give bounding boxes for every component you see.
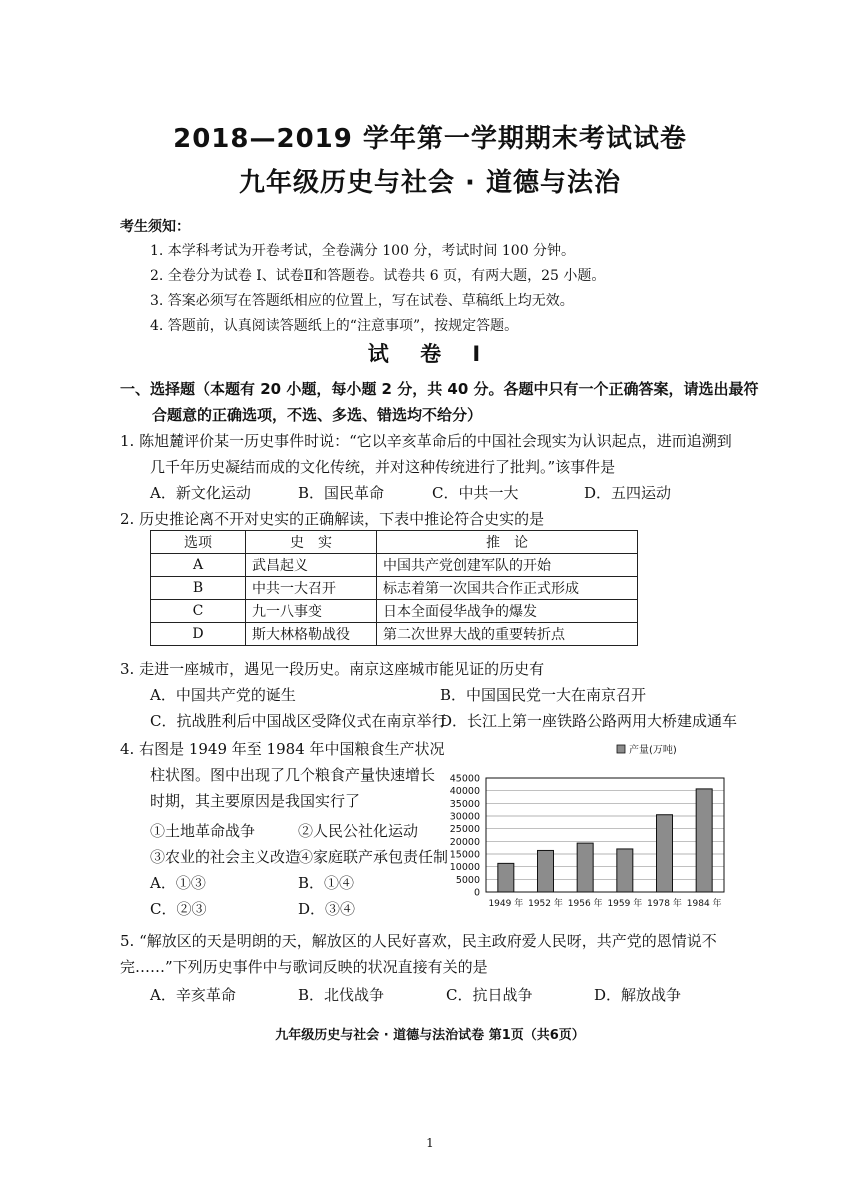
table-header-cell: 史 实 [246, 531, 377, 554]
table-cell: A [151, 554, 246, 577]
plot-frame [486, 778, 724, 892]
bar [657, 815, 673, 892]
q1-option-d: D．五四运动 [584, 484, 672, 502]
q1-stem-line2: 几千年历史凝结而成的文化传统，并对这种传统进行了批判。”该事件是 [150, 458, 616, 476]
section-heading-line2: 合题意的正确选项，不选、多选、错选均不给分） [152, 406, 483, 424]
q3-stem: 3. 走进一座城市，遇见一段历史。南京这座城市能见证的历史有 [120, 660, 545, 678]
notice-item-4: 4. 答题前，认真阅读答题纸上的“注意事项”，按规定答题。 [150, 318, 519, 334]
y-tick-label: 5000 [455, 874, 480, 886]
q4-stem-line1: 4. 右图是 1949 年至 1984 年中国粮食生产状况 [120, 740, 445, 758]
notice-item-1: 1. 本学科考试为开卷考试，全卷满分 100 分，考试时间 100 分钟。 [150, 243, 576, 259]
exam-subtitle: 九年级历史与社会 · 道德与法治 [239, 168, 621, 198]
y-tick-label: 0 [473, 887, 480, 899]
q4-stem-line2: 柱状图。图中出现了几个粮食产量快速增长 [150, 766, 436, 784]
y-tick-label: 25000 [449, 824, 480, 836]
q3-option-c: C．抗战胜利后中国战区受降仪式在南京举行 [150, 712, 447, 730]
q5-option-d: D．解放战争 [594, 986, 682, 1004]
table-cell: 斯大林格勒战役 [246, 623, 377, 646]
table-cell: 中国共产党创建军队的开始 [377, 554, 638, 577]
x-tick-label: 1984 年 [686, 899, 722, 909]
table-cell: D [151, 623, 246, 646]
q4-item-2: ②人民公社化运动 [298, 822, 419, 840]
notice-heading: 考生须知： [120, 219, 190, 235]
y-tick-label: 45000 [449, 773, 480, 785]
page-footer: 九年级历史与社会 · 道德与法治试卷 第1页（共6页） [275, 1028, 585, 1043]
bar [498, 863, 514, 892]
q5-option-b: B．北伐战争 [298, 986, 385, 1004]
q4-item-4: ④家庭联产承包责任制 [298, 848, 449, 866]
table-cell: 中共一大召开 [246, 577, 377, 600]
table-row [151, 577, 638, 600]
q5-stem-line2: 完……”下列历史事件中与歌词反映的状况直接有关的是 [120, 958, 488, 976]
notice-item-2: 2. 全卷分为试卷 Ⅰ、试卷Ⅱ和答题卷。试卷共 6 页，有两大题，25 小题。 [150, 268, 606, 284]
q4-item-1: ①土地革命战争 [150, 822, 256, 840]
q4-option-c: C．②③ [150, 900, 207, 918]
section-heading-line1: 一、选择题（本题有 20 小题，每小题 2 分，共 40 分。各题中只有一个正确答案，请选出最符 [120, 380, 759, 398]
y-tick-label: 15000 [449, 849, 480, 861]
table-header-row [151, 531, 638, 554]
table-header-cell: 选项 [151, 531, 246, 554]
q3-option-d: D．长江上第一座铁路公路两用大桥建成通车 [440, 712, 738, 730]
y-tick-label: 35000 [449, 798, 480, 810]
bar [696, 789, 712, 892]
y-tick-label: 30000 [449, 811, 480, 823]
q5-stem-line1: 5. “解放区的天是明朗的天，解放区的人民好喜欢，民主政府爱人民呀，共产党的恩情说不 [120, 932, 717, 950]
table-cell: 武昌起义 [246, 554, 377, 577]
q4-item-3: ③农业的社会主义改造 [150, 848, 301, 866]
grain-production-chart [432, 740, 732, 920]
q5-option-c: C．抗日战争 [446, 986, 533, 1004]
table-cell: 日本全面侵华战争的爆发 [377, 600, 638, 623]
x-tick-label: 1952 年 [528, 899, 563, 909]
x-tick-label: 1959 年 [607, 899, 643, 909]
chart-svg [432, 740, 732, 920]
exam-title: 2018—2019 学年第一学期期末考试试卷 [173, 124, 687, 154]
table-row [151, 600, 638, 623]
notice-item-3: 3. 答案必须写在答题纸相应的位置上，写在试卷、草稿纸上均无效。 [150, 293, 574, 309]
x-tick-label: 1949 年 [488, 899, 524, 909]
table-cell: B [151, 577, 246, 600]
bar [577, 843, 593, 892]
q4-option-d: D．③④ [298, 900, 356, 918]
table-row [151, 623, 638, 646]
table-cell: 九一八事变 [246, 600, 377, 623]
bar [617, 849, 633, 892]
table-header-cell: 推 论 [377, 531, 638, 554]
table-cell: 标志着第一次国共合作正式形成 [377, 577, 638, 600]
q1-option-b: B．国民革命 [298, 484, 385, 502]
table-row [151, 554, 638, 577]
q4-stem-line3: 时期，其主要原因是我国实行了 [150, 792, 361, 810]
page-number: 1 [426, 1136, 434, 1150]
y-tick-label: 40000 [449, 786, 480, 798]
bar [538, 850, 554, 892]
x-tick-label: 1978 年 [647, 899, 682, 909]
q1-stem-line1: 1. 陈旭麓评价某一历史事件时说：“它以辛亥革命后的中国社会现实为认识起点，进而追溯到 [120, 432, 732, 450]
q4-option-a: A．①③ [150, 874, 206, 892]
table-cell: C [151, 600, 246, 623]
legend-swatch [617, 745, 625, 753]
x-tick-label: 1956 年 [567, 899, 603, 909]
q4-option-b: B．①④ [298, 874, 355, 892]
q2-table [150, 530, 638, 646]
y-tick-label: 10000 [449, 862, 480, 874]
q1-option-c: C．中共一大 [432, 484, 519, 502]
table-cell: 第二次世界大战的重要转折点 [377, 623, 638, 646]
q5-option-a: A．辛亥革命 [150, 986, 236, 1004]
q1-option-a: A．新文化运动 [150, 484, 251, 502]
section-title: 试 卷 Ⅰ [367, 342, 493, 366]
q3-option-a: A．中国共产党的诞生 [150, 686, 296, 704]
q3-option-b: B．中国国民党一大在南京召开 [440, 686, 647, 704]
legend-label: 产量(万吨) [629, 745, 677, 756]
y-tick-label: 20000 [449, 836, 480, 848]
q2-stem: 2. 历史推论离不开对史实的正确解读，下表中推论符合史实的是 [120, 510, 545, 528]
